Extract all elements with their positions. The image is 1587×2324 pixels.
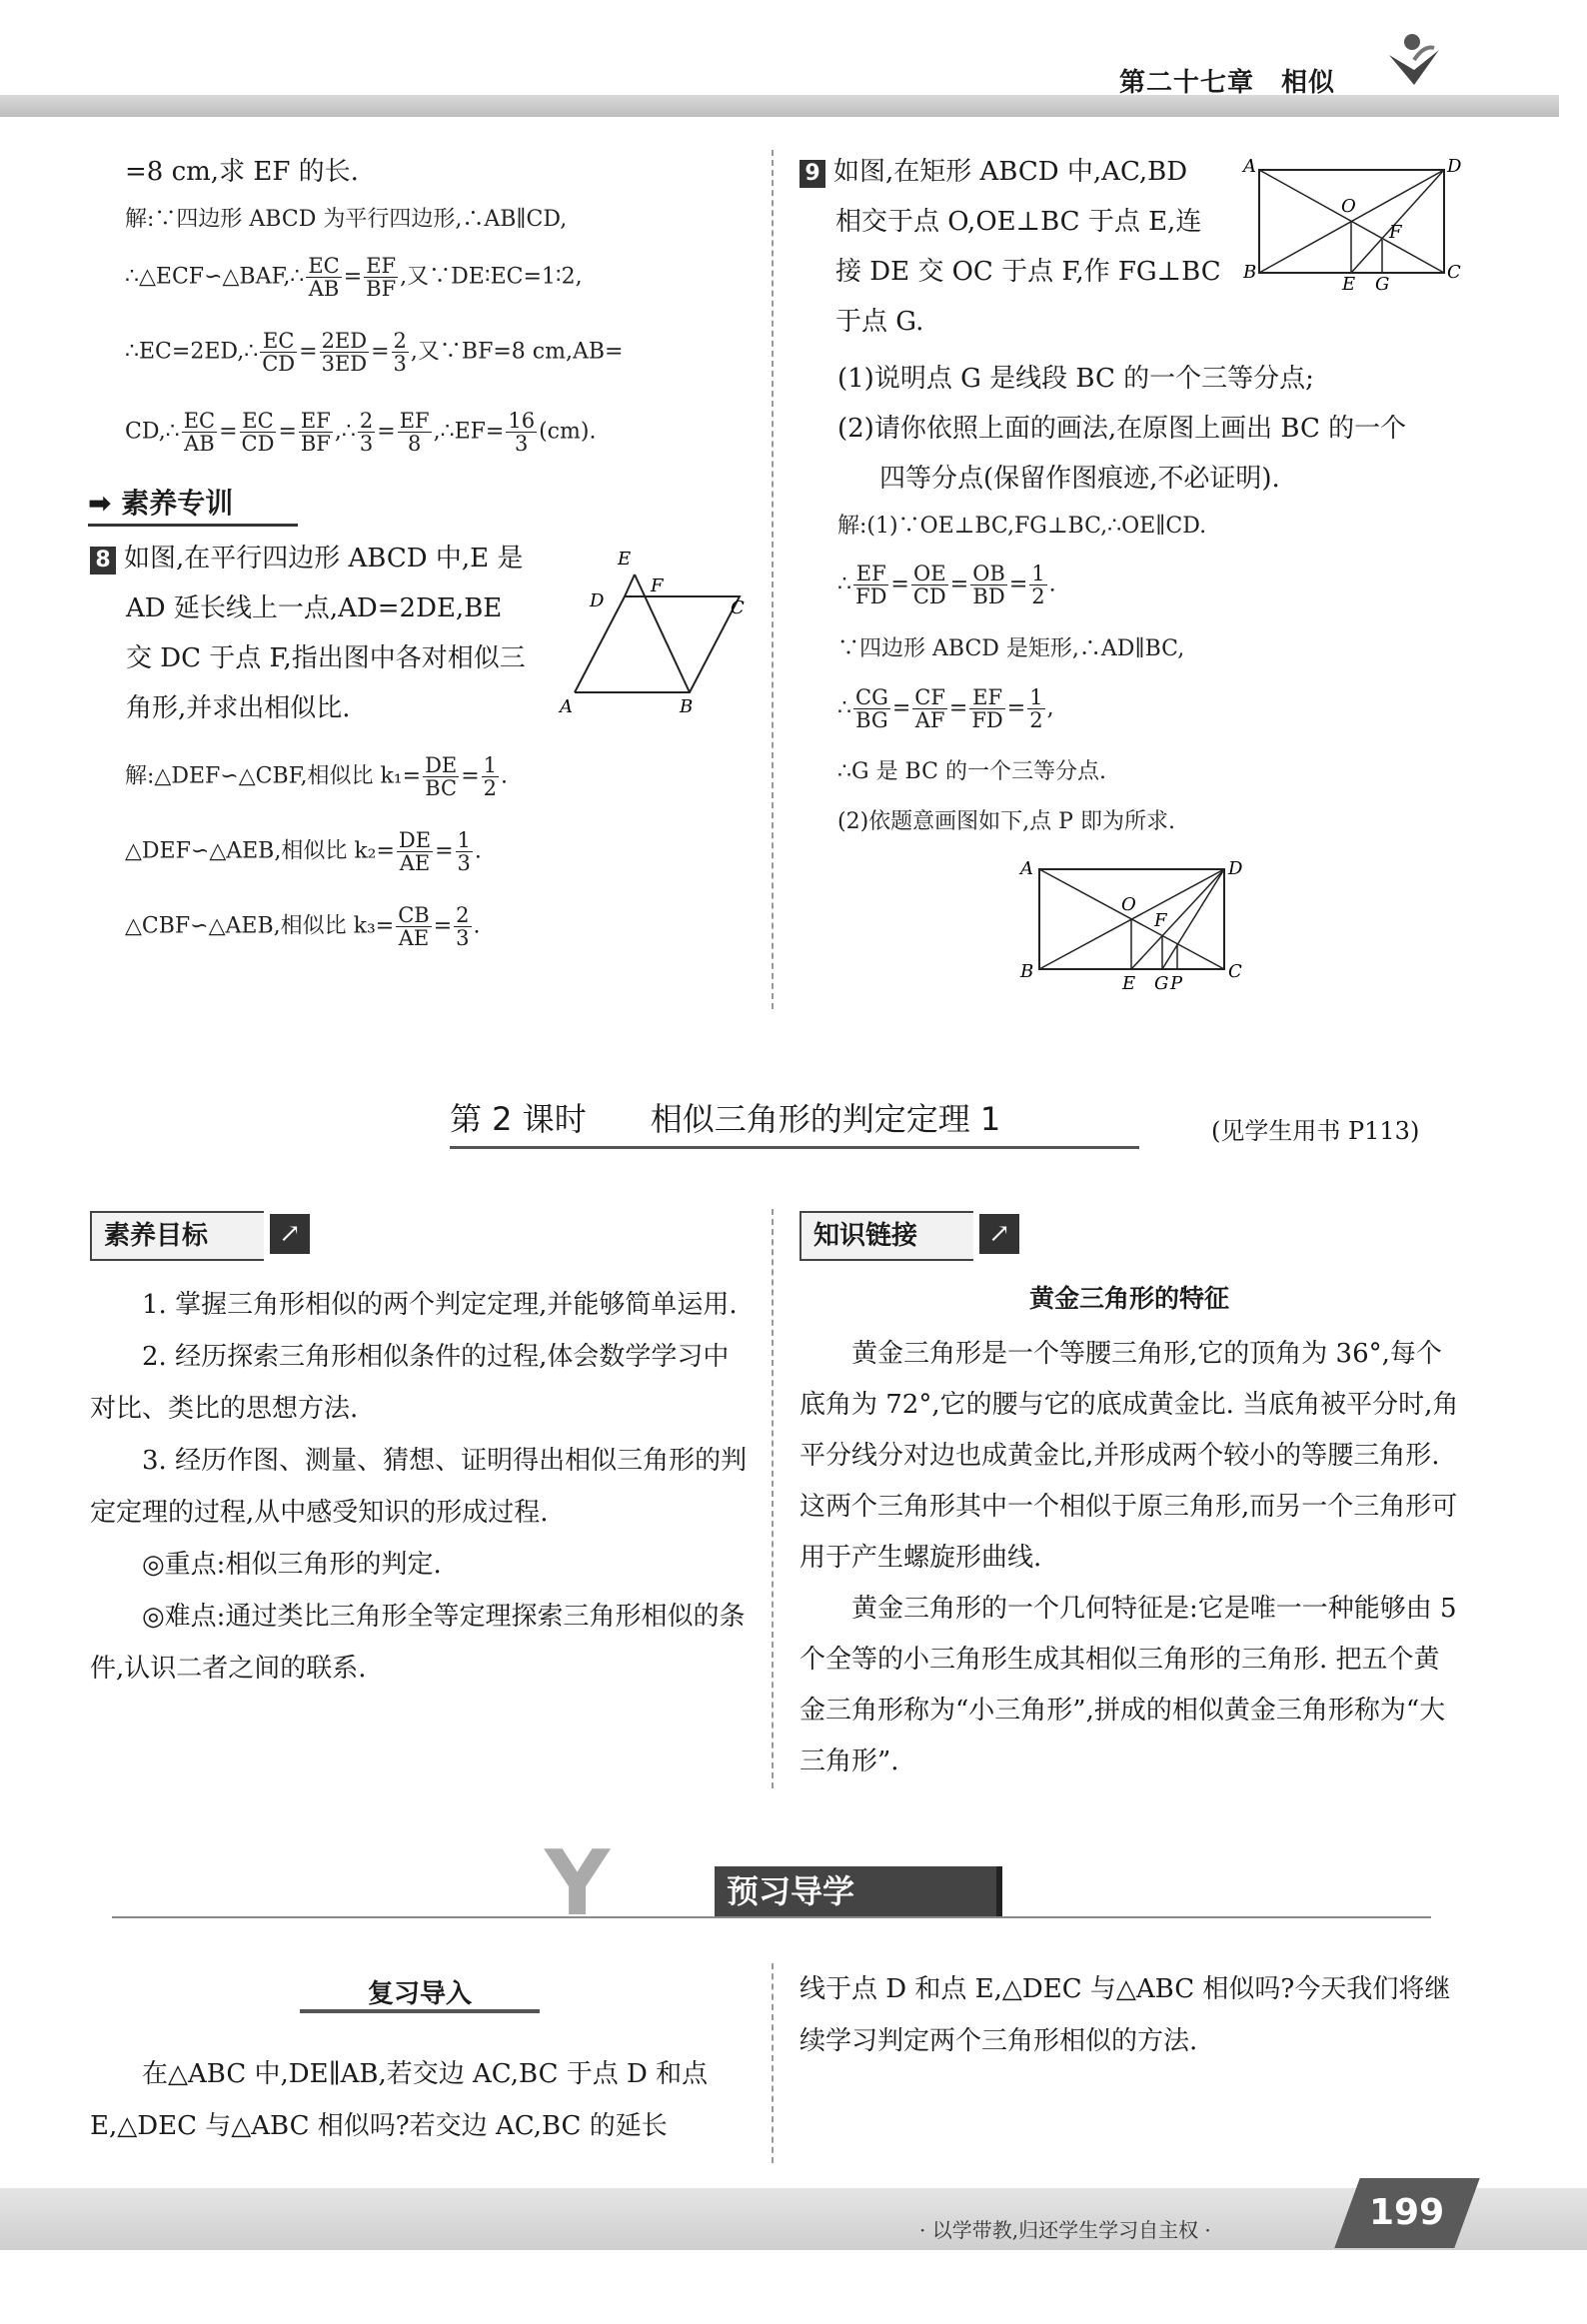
q8-sol2: △DEF∽△AEB,相似比 k₂= $\frac{DE}{AE}$ = $\frac{1}{3}$ . [125,828,482,875]
q7-tail: =8 cm,求 EF 的长. [125,157,359,187]
fig9b-label-F: F [1154,910,1167,931]
knowledge-body: 黄金三角形是一个等腰三角形,它的顶角为 36°,每个底角为 72°,它的腰与它的底成黄金比. 当底角被平分时,角平分线分对边也成黄金比,并形成两个较小的等腰三角形. 这两个三角形其中一个相似于原三角形,而另一个三角形可用于产生螺旋形曲线. 黄金三角形的一个几何特征是:它是唯一一种能够由 5 个全等的小三角形生成其相似三角形的三角形. 把五个黄金三角形称为“小三角形”,拼成的相似黄金三角形称为“大三角形”. [799,1339,1459,1776]
q7-sol-line1: 解:∵四边形 ABCD 为平行四边形,∴AB∥CD, [125,207,568,232]
q9-part2b: 四等分点(保留作图痕迹,不必证明). [879,464,1280,494]
preview-letter: Y [545,1831,611,1936]
goals-body: 1. 掌握三角形相似的两个判定定理,并能够简单运用. 2. 经历探索三角形相似条件的过程,体会数学学习中对比、类比的思想方法. 3. 经历作图、测量、猜想、证明得出相似三角形的判定定理的过程,从中感受知识的形成过程. ◎重点:相似三角形的判定. ◎难点:通过类比三角形全等定理探索三角形相似的条件,认识二者之间的联系. [90,1290,748,1684]
fig8-label-A: A [560,696,573,717]
preview-rule [112,1916,1431,1918]
column-divider-mid [772,1209,774,1788]
fig9b-label-E: E [1122,973,1136,994]
q8-sol1: 解:△DEF∽△CBF,相似比 k₁= $\frac{DE}{BC}$ = $\frac{1}{2}$ . [125,753,509,800]
lesson-title: 第 2 课时 相似三角形的判定定理 1 [450,1094,1139,1149]
fig9b-label-A: A [1020,858,1033,879]
fig8-label-B: B [680,696,694,717]
fig8-label-C: C [731,597,745,618]
fig9-label-A: A [1243,156,1256,177]
fig9b-label-G: G [1154,973,1169,994]
lesson-reference: (见学生用书 P113) [1211,1117,1420,1145]
fig8-label-E: E [618,549,632,570]
knowledge-tag: 知识链接 [799,1211,973,1261]
q9-sol6: (2)依题意画图如下,点 P 即为所求. [837,809,1175,834]
fig8-label-F: F [651,576,664,596]
column-divider-bottom [772,1963,774,2163]
q9-sol1: 解:(1)∵OE⊥BC,FG⊥BC,∴OE∥CD. [837,514,1207,539]
q7-sol-line4: CD,∴ $\frac{EC}{AB}$ = $\frac{EC}{CD}$ = $\frac{EF}{BF}$ ,∴ $\frac{2}{3}$ = $\frac{EF}{8}$ ,∴EF= $\frac{16}{3}$ (cm). [125,409,597,456]
logo-icon [1384,30,1444,90]
knowledge-arrow-icon: ↗ [979,1214,1019,1254]
review-tag: 复习导入 [300,1973,540,2013]
q9-sol4: ∴ $\frac{CG}{BG}$ = $\frac{CF}{AF}$ = $\frac{EF}{FD}$ = $\frac{1}{2}$ , [837,685,1054,732]
q7-sol-line3: ∴EC=2ED,∴ $\frac{EC}{CD}$ = $\frac{2ED}{3ED}$ = $\frac{2}{3}$ ,又∵BF=8 cm,AB= [125,329,624,376]
fig9b-label-D: D [1228,858,1243,879]
fig9-label-F: F [1389,222,1402,243]
q9-solution-figure [1014,854,1254,994]
q8-text: 8 如图,在平行四边形 ABCD 中,E 是 AD 延长线上一点,AD=2DE,BE 交 DC 于点 F,指出图中各对相似三 角形,并求出相似比. [90,542,570,725]
review-left-text: 在△ABC 中,DE∥AB,若交边 AC,BC 于点 D 和点 E,△DEC 与△ABC 相似吗?若交边 AC,BC 的延长 [90,2059,709,2141]
fig9-label-E: E [1342,274,1356,292]
q9-sol5: ∴G 是 BC 的一个三等分点. [837,759,1106,784]
fig9-label-G: G [1375,274,1390,292]
fig8-label-D: D [590,590,605,611]
q9-part2a: (2)请你依照上面的画法,在原图上画出 BC 的一个 [837,414,1407,444]
fig9-label-O: O [1341,196,1356,217]
fig9-label-D: D [1447,156,1462,177]
arrow-icon: ➡ [88,487,112,520]
q9-part1: (1)说明点 G 是线段 BC 的一个三等分点; [837,364,1314,394]
q9-number: 9 [799,160,825,188]
goals-tag: 素养目标 [90,1211,264,1261]
column-divider-top [772,150,774,1009]
goals-arrow-icon: ↗ [270,1214,310,1254]
chapter-title: 第二十七章 相似 [1119,68,1336,98]
review-right-text: 线于点 D 和点 E,△DEC 与△ABC 相似吗?今天我们将继续学习判定两个三角形相似的方法. [799,1974,1451,2056]
fig9b-label-C: C [1228,961,1242,982]
q7-sol-line2: ∴△ECF∽△BAF,∴ $\frac{EC}{AB}$ = $\frac{EF}{BF}$ ,又∵DE∶EC=1∶2, [125,254,583,301]
fig9b-label-O: O [1121,894,1136,915]
q9-text: 9 如图,在矩形 ABCD 中,AC,BD 相交于点 O,OE⊥BC 于点 E,连 接 DE 交 OC 于点 F,作 FG⊥BC 于点 G. [799,155,1239,339]
suyang-heading: ➡ 素养专训 [88,482,298,527]
q8-figure [555,545,755,719]
q9-figure [1239,152,1464,292]
fig9b-label-B: B [1020,961,1034,982]
knowledge-title: 黄金三角形的特征 [1028,1284,1229,1313]
q9-sol3: ∵四边形 ABCD 是矩形,∴AD∥BC, [837,636,1185,661]
q8-sol3: △CBF∽△AEB,相似比 k₃= $\frac{CB}{AE}$ = $\frac{2}{3}$ . [125,903,481,950]
fig9-label-C: C [1447,262,1461,283]
q8-number: 8 [90,547,116,575]
q9-sol2: ∴ $\frac{EF}{FD}$ = $\frac{OE}{CD}$ = $\frac{OB}{BD}$ = $\frac{1}{2}$ . [837,562,1056,608]
fig9b-label-P: P [1170,973,1183,994]
fig9-label-B: B [1243,262,1257,283]
footer-motto: · 以学带教,归还学生学习自主权 · [919,2218,1211,2242]
page-number: 199 [1334,2178,1479,2248]
preview-title: 预习导学 [715,1866,1002,1916]
